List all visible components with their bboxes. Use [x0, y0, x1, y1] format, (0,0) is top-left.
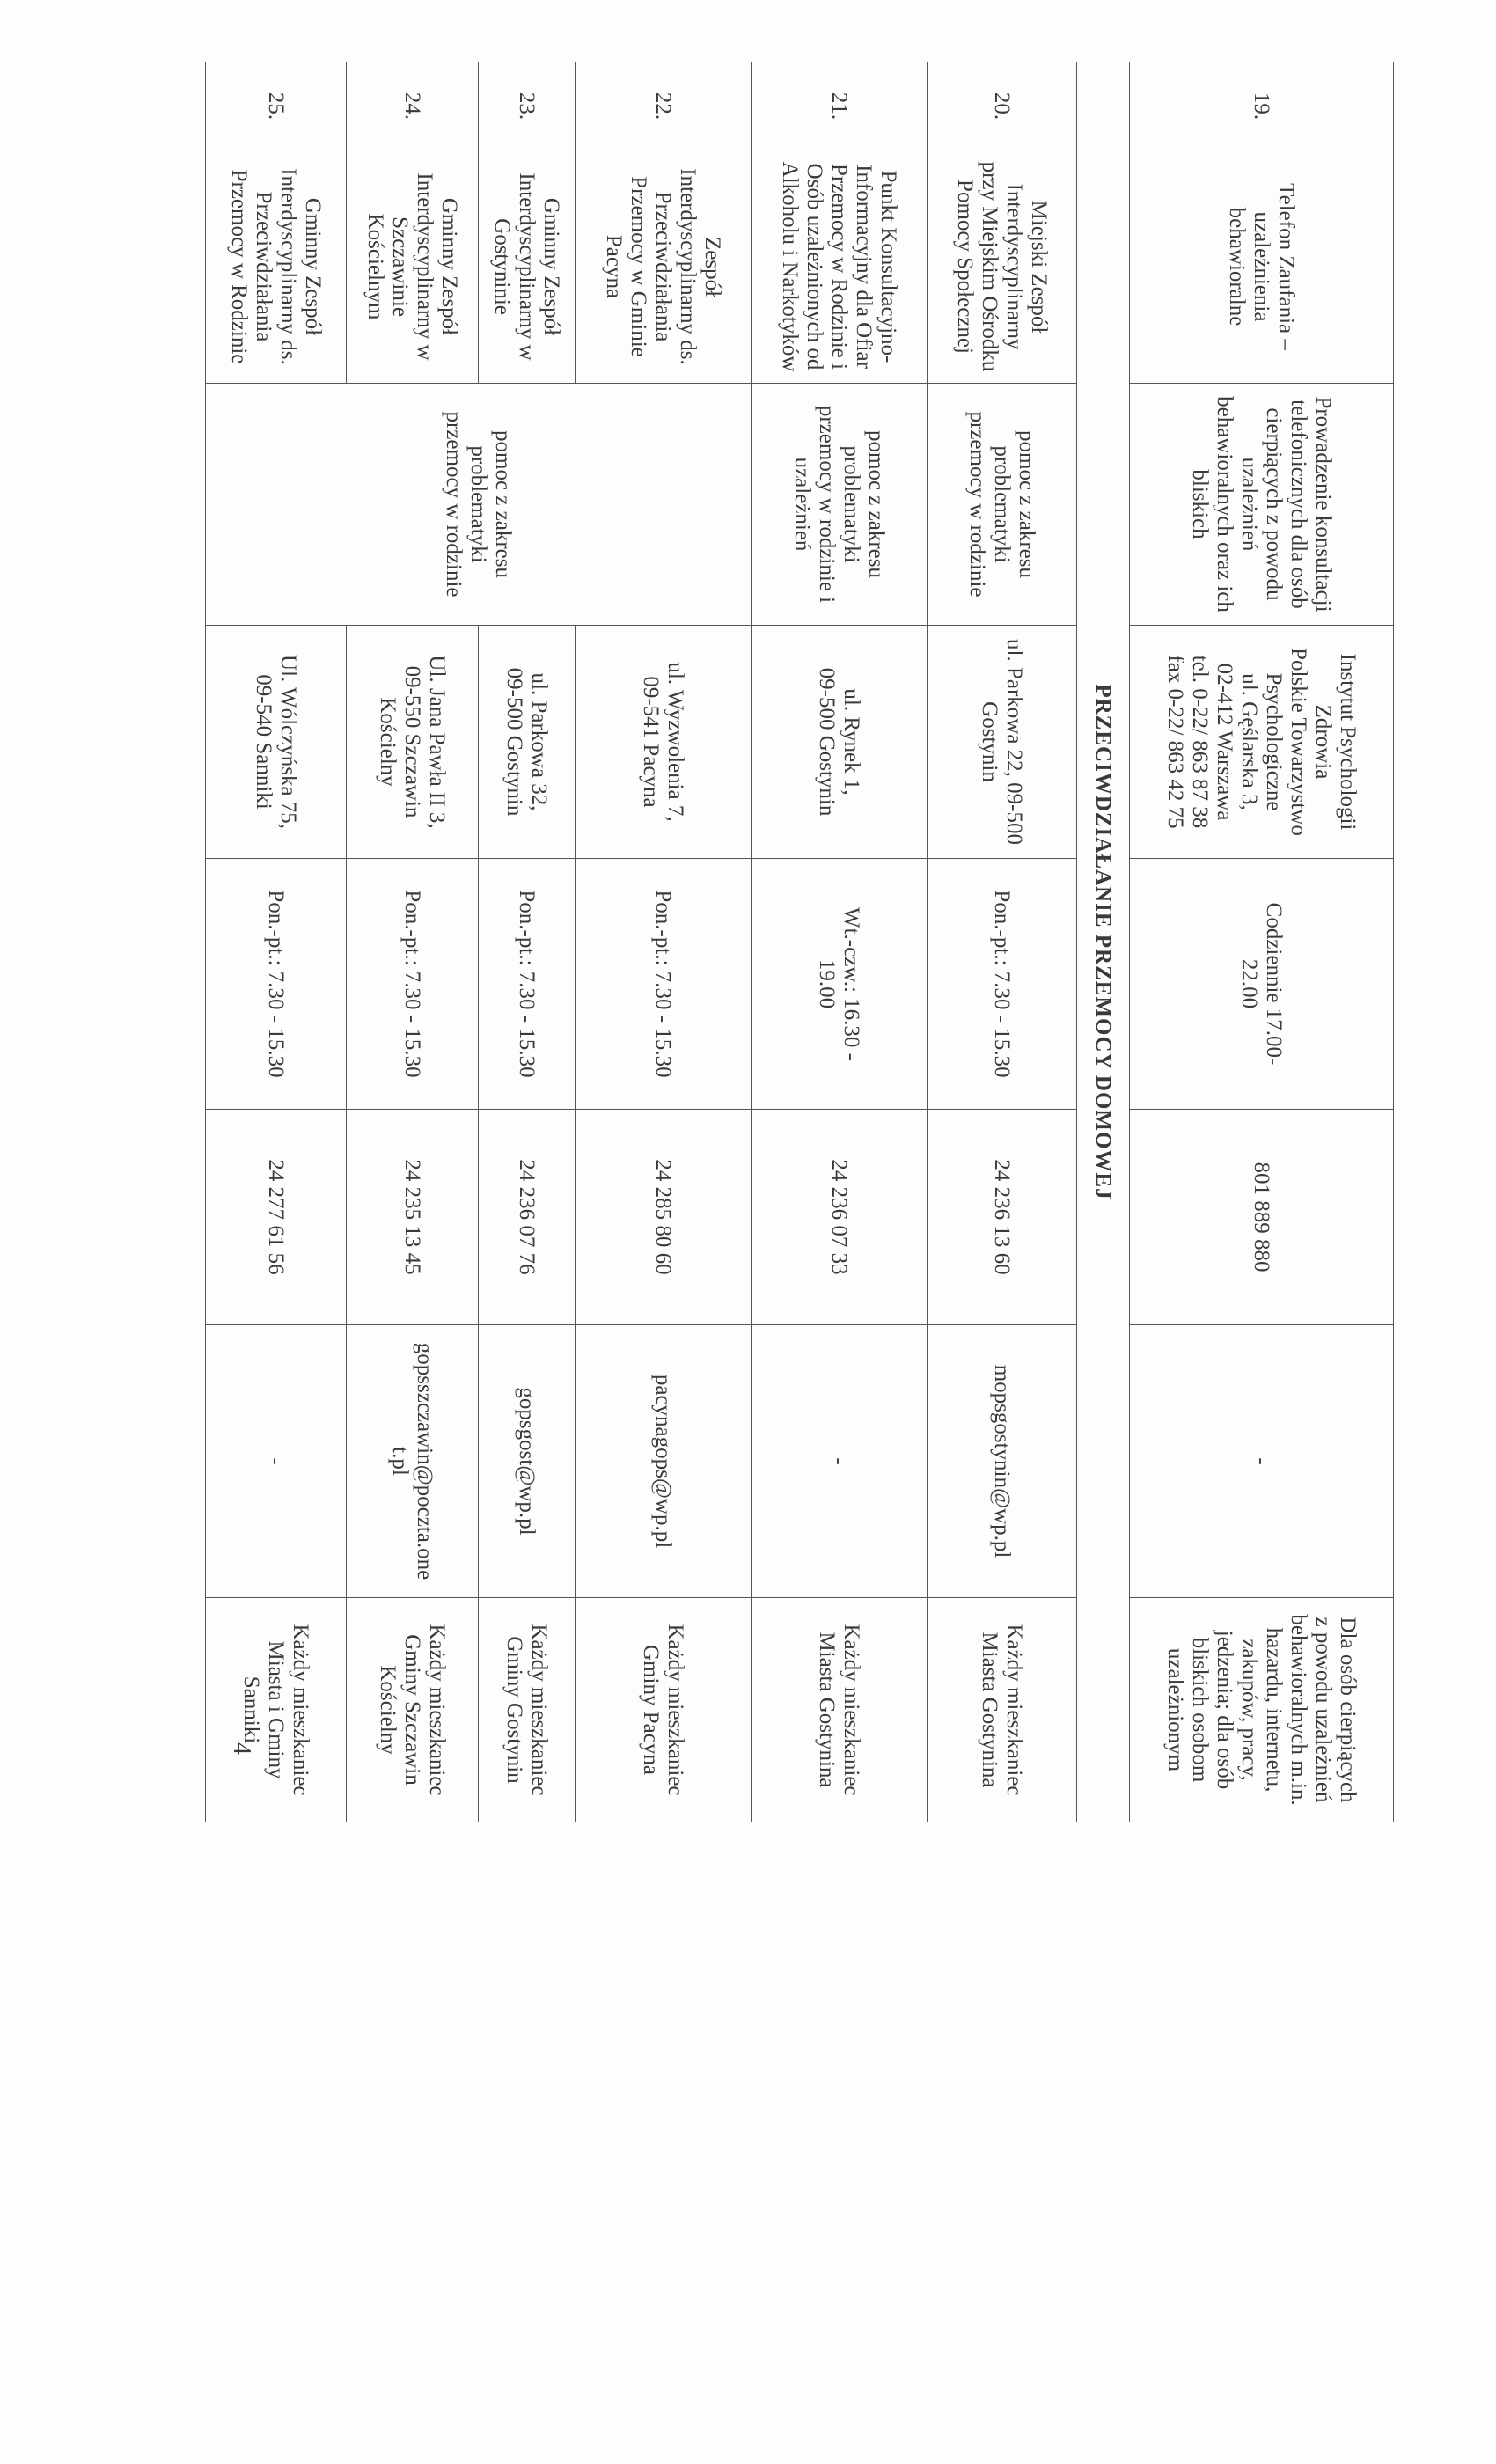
opening-hours: Wt.-czw.: 16.30 - 19.00 — [752, 859, 928, 1110]
row-number: 25. — [206, 62, 347, 150]
help-scope: pomoc z zakresu problematyki przemocy w rodzinie — [928, 384, 1077, 626]
email-address: gopsgost@wp.pl — [479, 1325, 576, 1598]
opening-hours: Codziennie 17.00- 22.00 — [1130, 859, 1394, 1110]
help-scope-merged: pomoc z zakresu problematyki przemocy w rodzinie — [206, 384, 752, 626]
address: ul. Wyzwolenia 7, 09-541 Pacyna — [576, 626, 752, 859]
table-row — [347, 62, 479, 1822]
opening-hours: Pon.-pt.: 7.30 - 15.30 — [206, 859, 347, 1110]
row-number: 24. — [347, 62, 479, 150]
email-address: - — [752, 1325, 928, 1598]
phone-number: 24 236 07 76 — [479, 1110, 576, 1325]
recipients: Dla osób cierpiących z powodu uzależnień behawioralnych m.in. hazardu, internetu, zakupów, pracy, jedzenia; dla osób bliskich osobom uzależnionym — [1130, 1598, 1394, 1822]
section-title: PRZECIWDZIAŁANIE PRZEMOCY DOMOWEJ — [1077, 62, 1130, 1822]
email-address: - — [1130, 1325, 1394, 1598]
opening-hours: Pon.-pt.: 7.30 - 15.30 — [928, 859, 1077, 1110]
address: ul. Rynek 1, 09-500 Gostynin — [752, 626, 928, 859]
section-row — [1077, 62, 1130, 1822]
phone-number: 801 889 880 — [1130, 1110, 1394, 1325]
recipients: Każdy mieszkaniec Miasta i Gminy Sanniki — [206, 1598, 347, 1822]
row-number: 23. — [479, 62, 576, 150]
institution-name: Punkt Konsultacyjno- Informacyjny dla Ofiar Przemocy w Rodzinie i Osób uzależnionych od Alkoholu i Narkotyków — [752, 150, 928, 384]
institution-name: Miejski Zespół Interdyscyplinarny przy Miejskim Ośrodku Pomocy Społecznej — [928, 150, 1077, 384]
institutions-table — [205, 62, 1394, 1822]
address: Instytut Psychologii Zdrowia Polskie Towarzystwo Psychologiczne ul. Gęślarska 3, 02-412 Warszawa tel. 0-22/ 863 87 38 fax 0-22/ 863 42 75 — [1130, 626, 1394, 859]
recipients: Każdy mieszkaniec Gminy Gostynin — [479, 1598, 576, 1822]
recipients: Każdy mieszkaniec Gminy Szczawin Kościelny — [347, 1598, 479, 1822]
table-row — [479, 62, 576, 1822]
help-scope: Prowadzenie konsultacji telefonicznych dla osób cierpiących z powodu uzależnień behawioralnych oraz ich bliskich — [1130, 384, 1394, 626]
institution-name: Zespół Interdyscyplinarny ds. Przeciwdziałania Przemocy w Gminie Pacyna — [576, 150, 752, 384]
table-row — [206, 62, 347, 1822]
recipients: Każdy mieszkaniec Gminy Pacyna — [576, 1598, 752, 1822]
opening-hours: Pon.-pt.: 7.30 - 15.30 — [479, 859, 576, 1110]
table-row — [1130, 62, 1394, 1822]
address: Ul. Jana Pawła II 3, 09-550 Szczawin Kościelny — [347, 626, 479, 859]
institution-name: Telefon Zaufania – uzależnienia behawioralne — [1130, 150, 1394, 384]
recipients: Każdy mieszkaniec Miasta Gostynina — [752, 1598, 928, 1822]
table-row — [928, 62, 1077, 1822]
phone-number: 24 236 13 60 — [928, 1110, 1077, 1325]
opening-hours: Pon.-pt.: 7.30 - 15.30 — [576, 859, 752, 1110]
address: ul. Parkowa 32, 09-500 Gostynin — [479, 626, 576, 859]
institution-name: Gminny Zespół Interdyscyplinarny w Gostyninie — [479, 150, 576, 384]
institution-name: Gminny Zespół Interdyscyplinarny ds. Przeciwdziałania Przemocy w Rodzinie — [206, 150, 347, 384]
address: Ul. Wólczyńska 75, 09-540 Sanniki — [206, 626, 347, 859]
table-row — [752, 62, 928, 1822]
recipients: Każdy mieszkaniec Miasta Gostynina — [928, 1598, 1077, 1822]
phone-number: 24 236 07 33 — [752, 1110, 928, 1325]
help-scope: pomoc z zakresu problematyki przemocy w rodzinie i uzależnień — [752, 384, 928, 626]
table-row — [576, 62, 752, 1822]
address: ul. Parkowa 22, 09-500 Gostynin — [928, 626, 1077, 859]
phone-number: 24 285 80 60 — [576, 1110, 752, 1325]
email-address: - — [206, 1325, 347, 1598]
phone-number: 24 235 13 45 — [347, 1110, 479, 1325]
row-number: 20. — [928, 62, 1077, 150]
page-number: 4 — [228, 1742, 255, 1755]
opening-hours: Pon.-pt.: 7.30 - 15.30 — [347, 859, 479, 1110]
row-number: 21. — [752, 62, 928, 150]
institution-name: Gminny Zespół Interdyscyplinarny w Szczawinie Kościelnym — [347, 150, 479, 384]
email-address: mopsgostynin@wp.pl — [928, 1325, 1077, 1598]
row-number: 19. — [1130, 62, 1394, 150]
email-address: gopsszczawin@poczta.one t.pl — [347, 1325, 479, 1598]
row-number: 22. — [576, 62, 752, 150]
email-address: pacynagops@wp.pl — [576, 1325, 752, 1598]
phone-number: 24 277 61 56 — [206, 1110, 347, 1325]
